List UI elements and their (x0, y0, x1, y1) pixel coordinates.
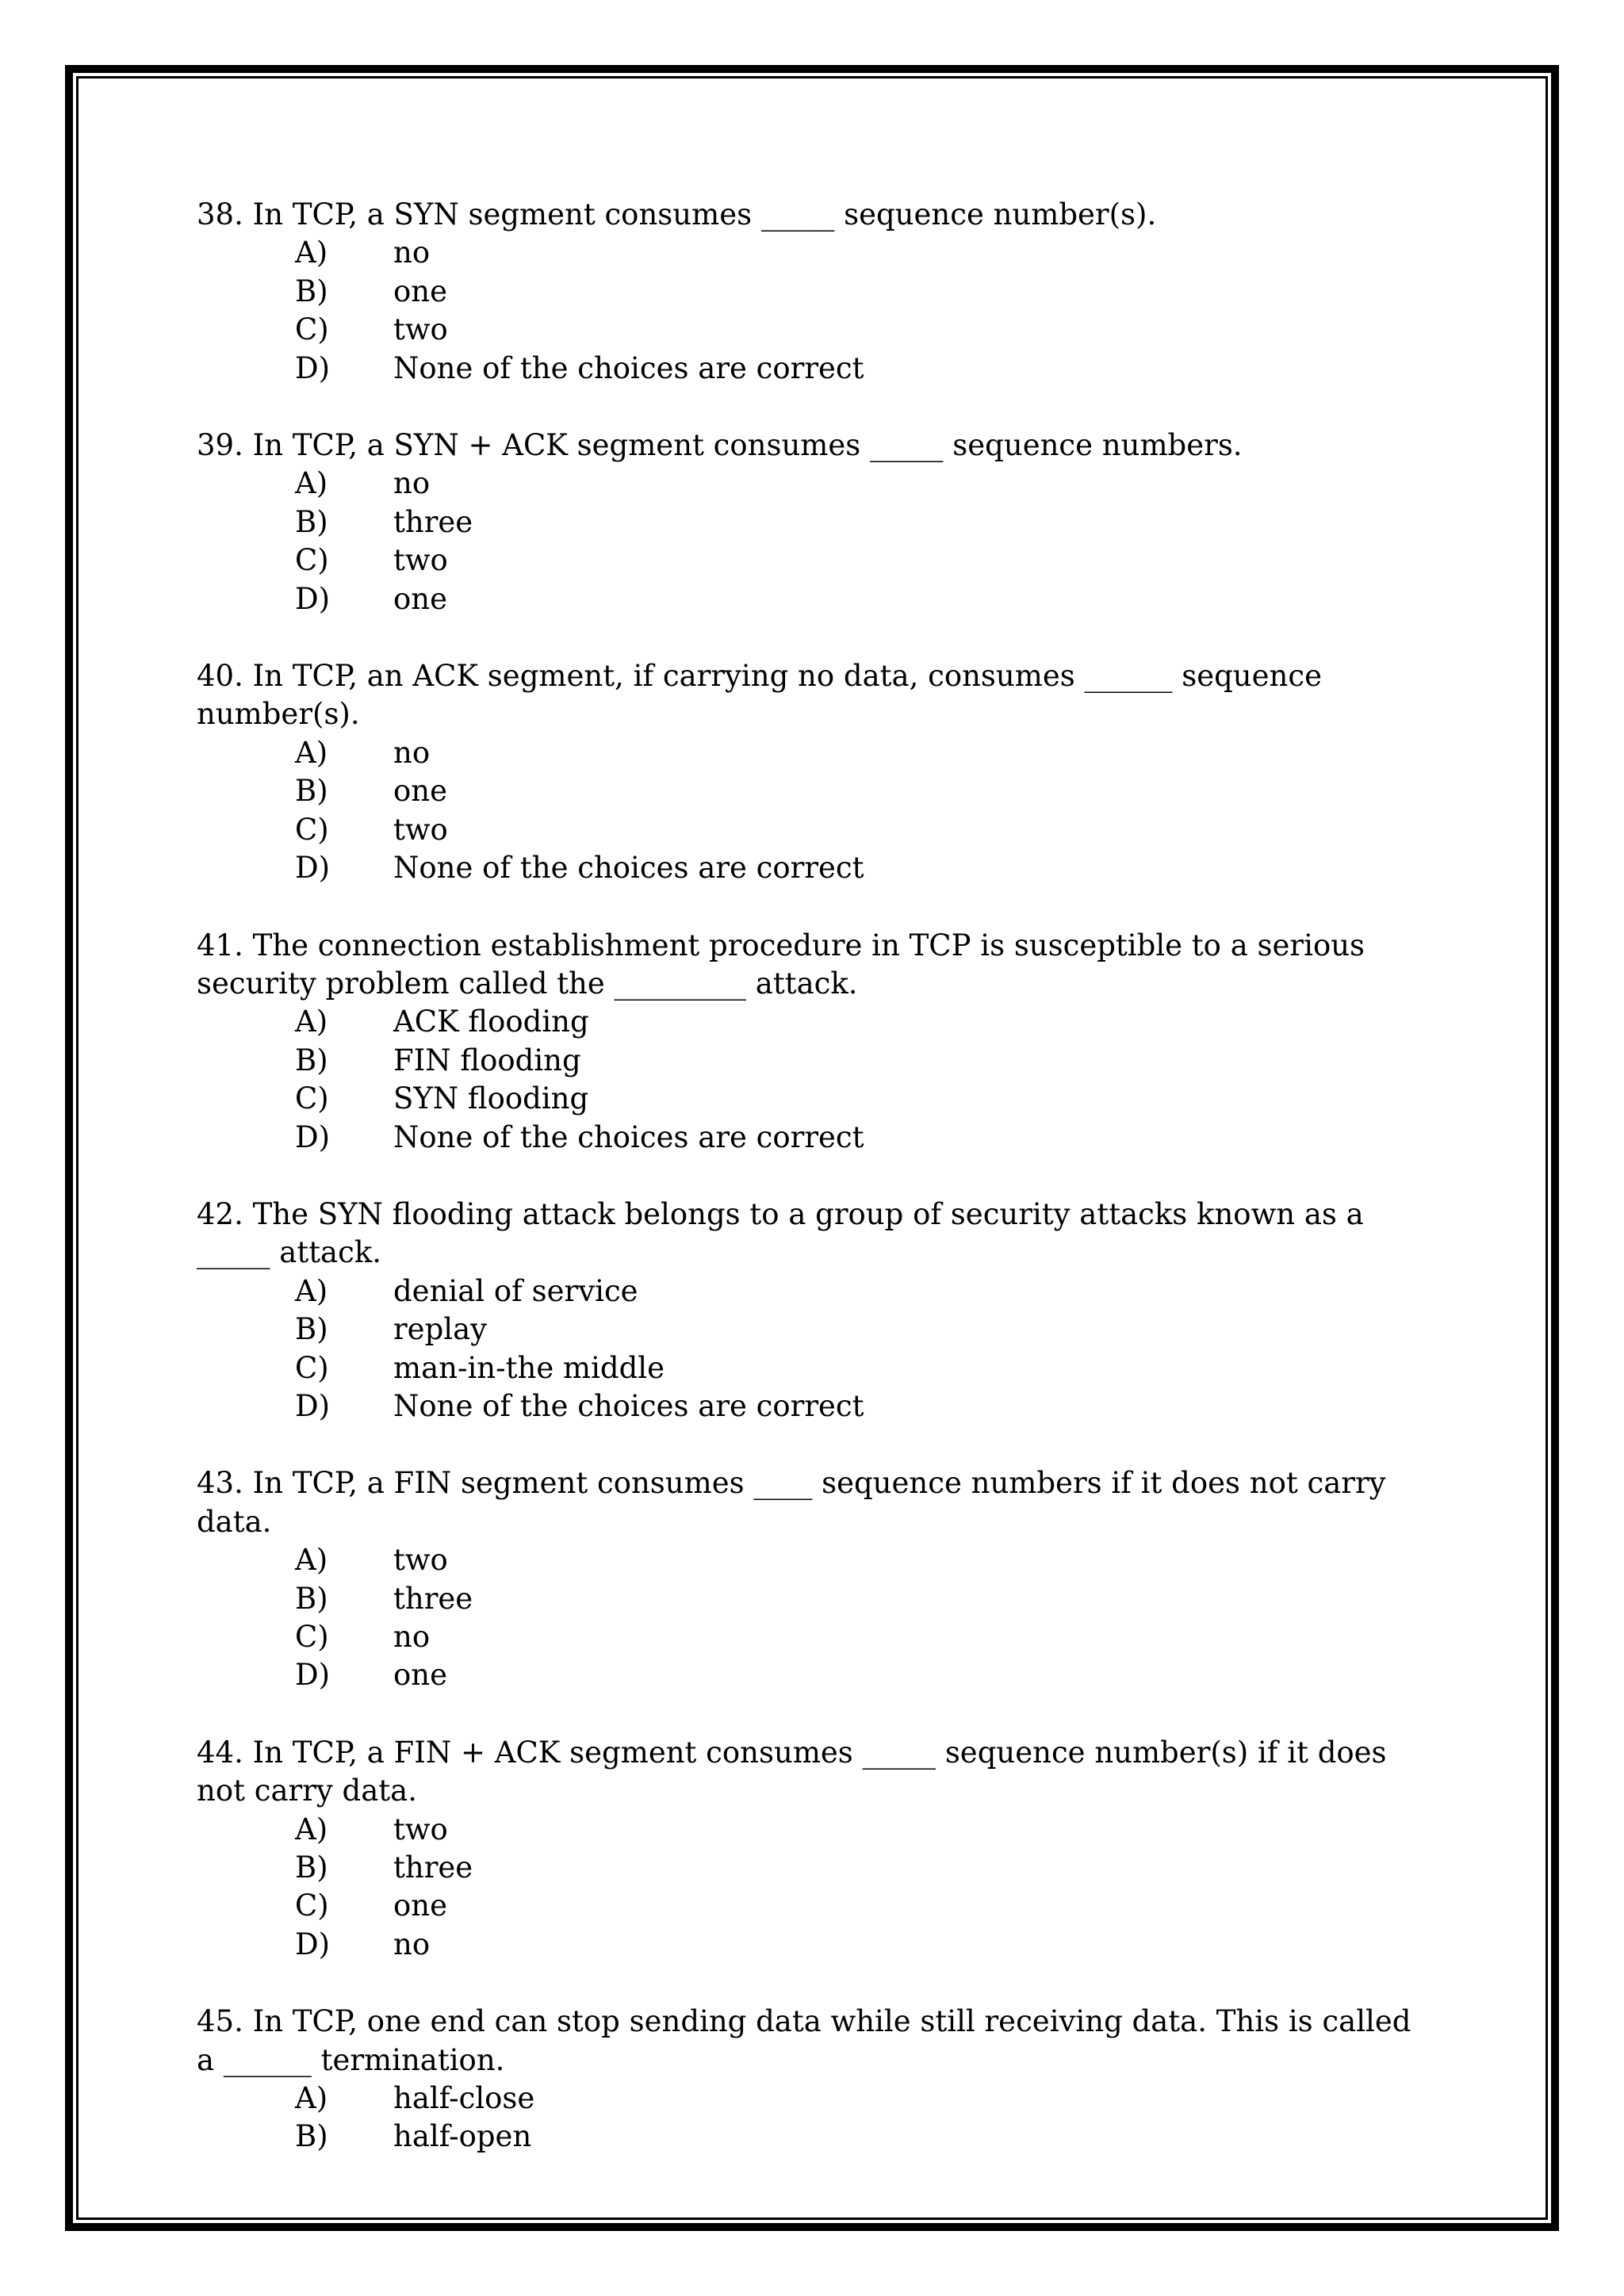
question-text (197, 427, 1434, 465)
question-42 (197, 1196, 1434, 1425)
question-text (197, 2003, 1434, 2080)
answer-option (197, 1080, 1434, 1118)
option-text: two (393, 1543, 448, 1578)
option-text: no (393, 466, 431, 501)
option-letter: B) (295, 1850, 328, 1885)
answer-options (197, 1541, 1434, 1695)
option-letter: D) (295, 1658, 331, 1693)
question-text (197, 196, 1434, 234)
option-letter: B) (295, 774, 328, 809)
question-prompt: In TCP, an ACK segment, if carrying no data, consumes ______ sequence number(s). (197, 659, 1322, 732)
option-text: half-close (393, 2081, 535, 2116)
option-text: half-open (393, 2119, 532, 2154)
answer-options (197, 1272, 1434, 1426)
answer-option (197, 2080, 1434, 2118)
answer-option (197, 311, 1434, 349)
answer-option (197, 1387, 1434, 1425)
answer-option (197, 1119, 1434, 1157)
question-text (197, 927, 1434, 1004)
option-text: one (393, 774, 448, 809)
question-list (197, 196, 1434, 2195)
question-text (197, 1734, 1434, 1811)
option-letter: C) (295, 812, 329, 847)
option-text: two (393, 543, 448, 578)
question-40 (197, 657, 1434, 887)
option-text: two (393, 312, 448, 347)
question-prompt: In TCP, a FIN + ACK segment consumes _____ sequence number(s) if it does not carry data. (197, 1735, 1387, 1808)
answer-option (197, 1656, 1434, 1694)
option-letter: C) (295, 1620, 329, 1654)
option-letter: D) (295, 581, 331, 616)
option-letter: C) (295, 1350, 329, 1385)
option-letter: C) (295, 543, 329, 578)
option-text: one (393, 581, 448, 616)
question-45 (197, 2003, 1434, 2156)
option-text: three (393, 504, 473, 539)
option-text: one (393, 1658, 448, 1693)
option-letter: D) (295, 1927, 331, 1961)
answer-option (197, 1349, 1434, 1387)
question-prompt: The SYN flooding attack belongs to a group of security attacks known as a _____ attack. (197, 1196, 1364, 1270)
option-text: replay (393, 1312, 488, 1347)
option-text: three (393, 1581, 473, 1616)
option-text: no (393, 1927, 431, 1961)
question-number: 41. (197, 928, 243, 962)
option-text: man-in-the middle (393, 1350, 665, 1385)
option-text: no (393, 1620, 431, 1654)
answer-option (197, 1926, 1434, 1964)
option-letter: A) (295, 735, 328, 770)
question-number: 44. (197, 1735, 243, 1770)
answer-option (197, 2118, 1434, 2156)
answer-option (197, 1003, 1434, 1041)
option-text: None of the choices are correct (393, 350, 864, 385)
option-text: FIN flooding (393, 1043, 581, 1077)
answer-option (197, 1042, 1434, 1080)
question-39 (197, 427, 1434, 618)
option-letter: C) (295, 312, 329, 347)
option-letter: A) (295, 1812, 328, 1846)
question-prompt: In TCP, one end can stop sending data while still receiving data. This is called a ______ termination. (197, 2004, 1411, 2077)
answer-options (197, 2080, 1434, 2156)
question-number: 45. (197, 2004, 243, 2039)
answer-option (197, 1580, 1434, 1618)
option-text: no (393, 735, 431, 770)
answer-option (197, 811, 1434, 849)
question-prompt: In TCP, a FIN segment consumes ____ sequence numbers if it does not carry data. (197, 1466, 1386, 1539)
answer-option (197, 1311, 1434, 1349)
answer-option (197, 580, 1434, 618)
option-text: denial of service (393, 1273, 638, 1308)
answer-option (197, 1887, 1434, 1925)
option-text: two (393, 1812, 448, 1846)
option-letter: B) (295, 274, 328, 308)
answer-option (197, 541, 1434, 580)
answer-option (197, 1811, 1434, 1849)
option-letter: A) (295, 1273, 328, 1308)
option-letter: A) (295, 1004, 328, 1039)
option-letter: B) (295, 504, 328, 539)
answer-option (197, 350, 1434, 388)
question-prompt: In TCP, a SYN + ACK segment consumes _____ sequence numbers. (252, 428, 1243, 463)
question-number: 39. (197, 428, 243, 463)
option-text: three (393, 1850, 473, 1885)
option-text: ACK flooding (393, 1004, 589, 1039)
answer-options (197, 234, 1434, 388)
question-prompt: The connection establishment procedure in TCP is susceptible to a serious security problem called the _________ attack. (197, 928, 1365, 1001)
option-letter: B) (295, 2119, 328, 2154)
question-number: 38. (197, 197, 243, 232)
option-letter: D) (295, 350, 331, 385)
option-letter: C) (295, 1888, 329, 1923)
option-letter: B) (295, 1312, 328, 1347)
question-text (197, 657, 1434, 734)
question-number: 40. (197, 659, 243, 694)
question-text (197, 1196, 1434, 1272)
answer-option (197, 772, 1434, 810)
answer-options (197, 734, 1434, 888)
question-number: 43. (197, 1466, 243, 1501)
option-text: one (393, 1888, 448, 1923)
option-text: one (393, 274, 448, 308)
question-prompt: In TCP, a SYN segment consumes _____ sequence number(s). (252, 197, 1157, 232)
option-letter: D) (295, 1388, 331, 1423)
question-number: 42. (197, 1196, 243, 1231)
option-text: SYN flooding (393, 1081, 589, 1116)
answer-option (197, 1849, 1434, 1887)
question-41 (197, 927, 1434, 1157)
answer-options (197, 1811, 1434, 1965)
answer-option (197, 849, 1434, 887)
answer-option (197, 234, 1434, 272)
option-letter: C) (295, 1081, 329, 1116)
option-letter: A) (295, 2081, 328, 2116)
question-text (197, 1464, 1434, 1541)
question-38 (197, 196, 1434, 388)
option-letter: B) (295, 1581, 328, 1616)
option-text: None of the choices are correct (393, 1388, 864, 1423)
option-text: two (393, 812, 448, 847)
answer-options (197, 465, 1434, 618)
answer-option (197, 734, 1434, 772)
answer-options (197, 1003, 1434, 1157)
option-letter: A) (295, 235, 328, 270)
option-text: no (393, 235, 431, 270)
answer-option (197, 1618, 1434, 1656)
answer-option (197, 503, 1434, 541)
answer-option (197, 1272, 1434, 1311)
option-letter: D) (295, 851, 331, 886)
answer-option (197, 1541, 1434, 1579)
question-43 (197, 1464, 1434, 1694)
answer-option (197, 273, 1434, 311)
option-letter: B) (295, 1043, 328, 1077)
option-text: None of the choices are correct (393, 851, 864, 886)
option-letter: A) (295, 1543, 328, 1578)
option-text: None of the choices are correct (393, 1119, 864, 1154)
answer-option (197, 465, 1434, 503)
option-letter: D) (295, 1119, 331, 1154)
question-44 (197, 1734, 1434, 1964)
option-letter: A) (295, 466, 328, 501)
